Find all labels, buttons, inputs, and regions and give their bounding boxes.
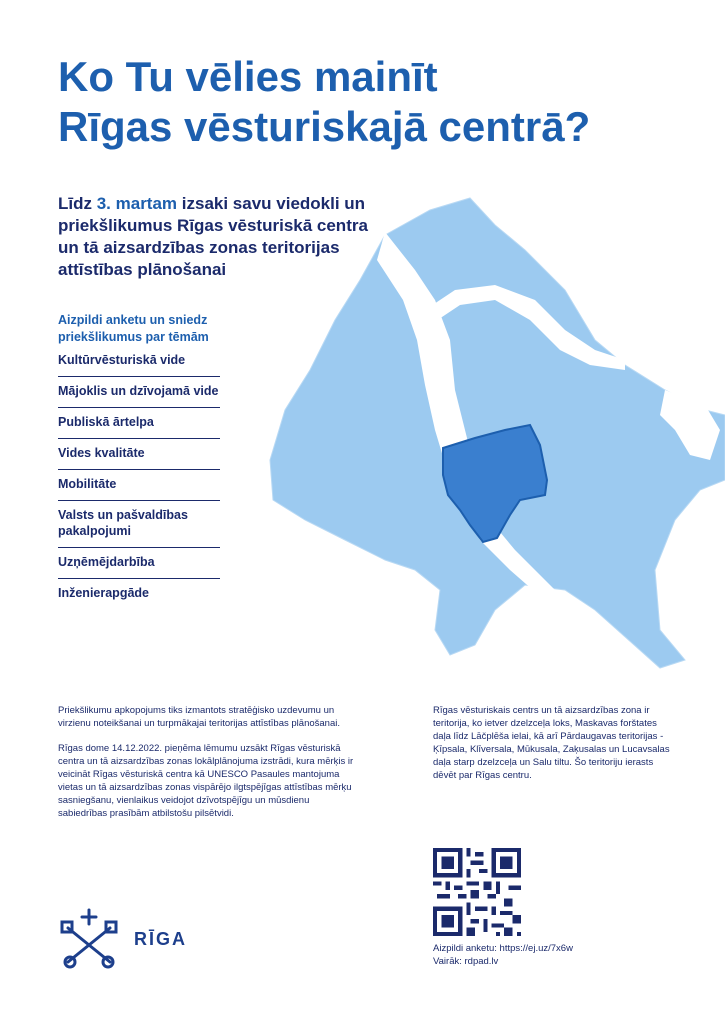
topic-item: Mobilitāte [58, 470, 220, 501]
more-info-link[interactable]: Vairāk: rdpad.lv [433, 956, 499, 967]
topic-item: Uzņēmējdarbība [58, 548, 220, 579]
topic-item: Kultūrvēsturiskā vide [58, 346, 220, 377]
topic-item: Publiskā ārtelpa [58, 408, 220, 439]
title-line-2: Rīgas vēsturiskajā centrā? [58, 103, 591, 150]
lead-suffix: izsaki savu viedokli un priekšlikumus Rīgas vēsturiskā centra un tā aizsardzības zonas teritorijas attīstības plānošanai [58, 194, 368, 279]
topic-item: Inženierapgāde [58, 586, 149, 600]
topic-item: Mājoklis un dzīvojamā vide [58, 377, 220, 408]
info-left-paragraph-2: Rīgas dome 14.12.2022. pieņēma lēmumu uzsākt Rīgas vēsturiskā centra un tā aizsardzības zonas lokālplānojuma izstrādi, kura mērķis ir veicināt Rīgas vēsturiskā centra kā UNESCO Pasaules mantojuma vietas un tā aizsardzības zonas vispārējo ilgtspējīgas attīstības mērķu sasniegšanu, vienlaikus veidojot dzīvotspējīgu un mūsdienu sabiedrības prasībām atbilstošu pilsētvidi. [58, 743, 354, 819]
links-block [433, 942, 573, 968]
info-right [433, 704, 673, 794]
topic-item: Vides kvalitāte [58, 439, 220, 470]
info-right-paragraph: Rīgas vēsturiskais centrs un tā aizsardzības zona ir teritorija, ko ietver dzelzceļa loks, Maskavas forštates daļa līdz Lāčplēša ielai, kā arī Pārdaugavas teritorijas - Ķīpsala, Klīversala, Mūkusala, Zaķusalas un Lucavsalas daļa starp dzelzceļa un Salu tiltu. Šo teritoriju ierasts dēvēt par Rīgas centru. [433, 705, 670, 781]
topic-item: Valsts un pašvaldības pakalpojumi [58, 501, 220, 548]
riga-map [265, 190, 725, 670]
lead-deadline: 3. martam [96, 194, 178, 213]
info-left-paragraph-1: Priekšlikumu apkopojums tiks izmantots stratēģisko uzdevumu un virzienu noteikšanai un turpmākajai teritorijas attīstības plānošanai. [58, 705, 340, 729]
lead-prefix: Līdz [58, 194, 97, 213]
qr-code[interactable] [433, 848, 521, 936]
logo-wordmark: RĪGA [134, 929, 187, 949]
topics-list [58, 346, 220, 609]
survey-link[interactable]: Aizpildi anketu: https://ej.uz/7x6w [433, 943, 573, 954]
title-line-1: Ko Tu vēlies mainīt [58, 53, 438, 100]
riga-crest-icon [58, 908, 120, 970]
info-left [58, 704, 358, 832]
page-title [58, 52, 698, 152]
topics-intro: Aizpildi anketu un sniedz priekšlikumus par tēmām [58, 313, 209, 344]
